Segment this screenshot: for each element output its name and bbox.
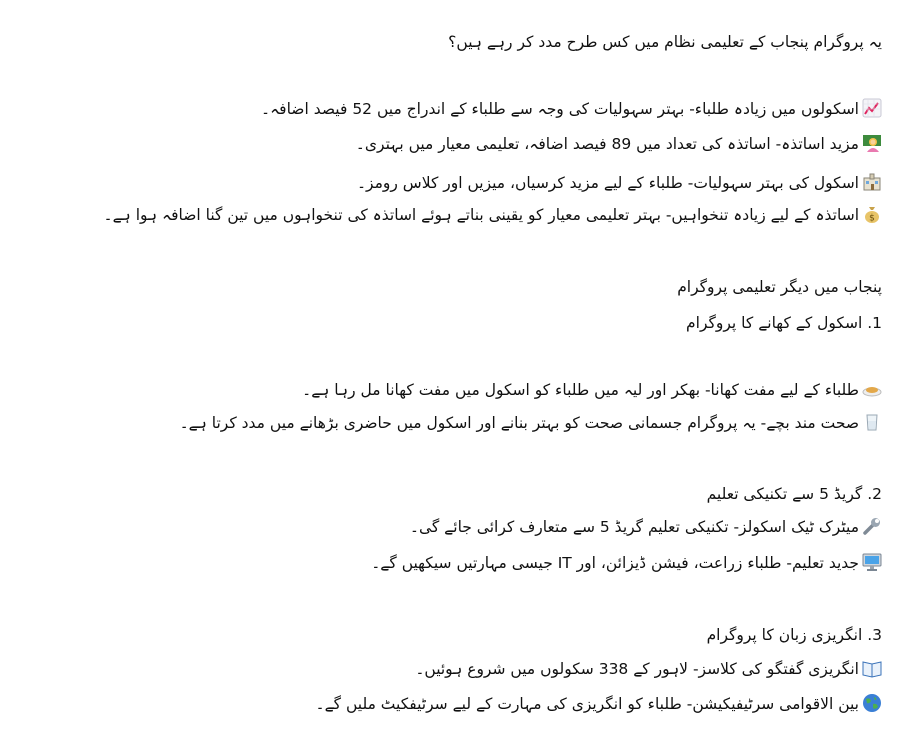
benefit-text: اسکول کی بہتر سہولیات- طلباء کے لیے مزید کرسیاں، میزیں اور کلاس رومز۔ (356, 174, 859, 192)
program-item (302, 378, 882, 402)
program-item-text: انگریزی گفتگو کی کلاسز- لاہور کے 338 سکولوں میں شروع ہوئیں۔ (415, 660, 859, 678)
program-item-text: جدید تعلیم- طلباء زراعت، فیشن ڈیزائن، اور IT جیسی مہارتیں سیکھیں گے۔ (371, 554, 859, 572)
program-item-text: طلباء کے لیے مفت کھانا- بھکر اور لیہ میں طلباء کو اسکول میں مفت کھانا مل رہا ہے۔ (302, 381, 859, 399)
program-item-text: میٹرک ٹیک اسکولز- تکنیکی تعلیم گریڈ 5 سے متعارف کرائی جائے گی۔ (409, 518, 859, 536)
benefit-text: اسکولوں میں زیادہ طلباء- بہتر سہولیات کی وجہ سے طلباء کے اندراج میں 52 فیصد اضافہ۔ (261, 100, 859, 118)
program-item (180, 411, 882, 435)
book-icon (862, 658, 882, 678)
teacher-icon (862, 133, 882, 153)
program-item (415, 657, 882, 681)
program-heading: 1. اسکول کے کھانے کا پروگرام (686, 314, 882, 332)
program-item-text: بین الاقوامی سرٹیفیکیشن- طلباء کو انگریزی کی مہارت کے لیے سرٹیفکیٹ ملیں گے۔ (315, 695, 859, 713)
school-building-icon (862, 172, 882, 192)
food-plate-icon (862, 379, 882, 399)
computer-icon (862, 552, 882, 572)
money-bag-icon (862, 204, 882, 224)
program-item (316, 692, 883, 716)
wrench-icon (862, 516, 882, 536)
benefit-text: مزید اساتذہ- اساتذہ کی تعداد میں 89 فیصد اضافہ، تعلیمی معیار میں بہتری۔ (355, 135, 859, 153)
intro-question: یہ پروگرام پنجاب کے تعلیمی نظام میں کس طرح مدد کر رہے ہیں؟ (448, 33, 882, 51)
program-item-text: صحت مند بچے- یہ پروگرام جسمانی صحت کو بہتر بنانے اور اسکول میں حاضری بڑھانے میں مدد کرتا ہے۔ (179, 414, 859, 432)
program-heading: 3. انگریزی زبان کا پروگرام (706, 626, 882, 644)
program-item (410, 515, 882, 539)
benefit-item (356, 132, 882, 156)
glass-icon (862, 412, 882, 432)
program-item (371, 551, 882, 575)
chart-up-icon (862, 98, 882, 118)
benefit-item (104, 203, 882, 227)
benefit-item (261, 97, 882, 121)
section-title: پنجاب میں دیگر تعلیمی پروگرام (677, 278, 882, 296)
program-heading: 2. گریڈ 5 سے تکنیکی تعلیم (706, 485, 882, 503)
benefit-item (357, 171, 882, 195)
svg-text:$: $ (869, 213, 875, 224)
globe-icon (862, 693, 882, 713)
benefit-text: اساتذہ کے لیے زیادہ تنخواہیں- بہتر تعلیمی معیار کو یقینی بناتے ہوئے اساتذہ کی تنخواہوں میں تین گنا اضافہ ہوا ہے۔ (103, 206, 859, 224)
